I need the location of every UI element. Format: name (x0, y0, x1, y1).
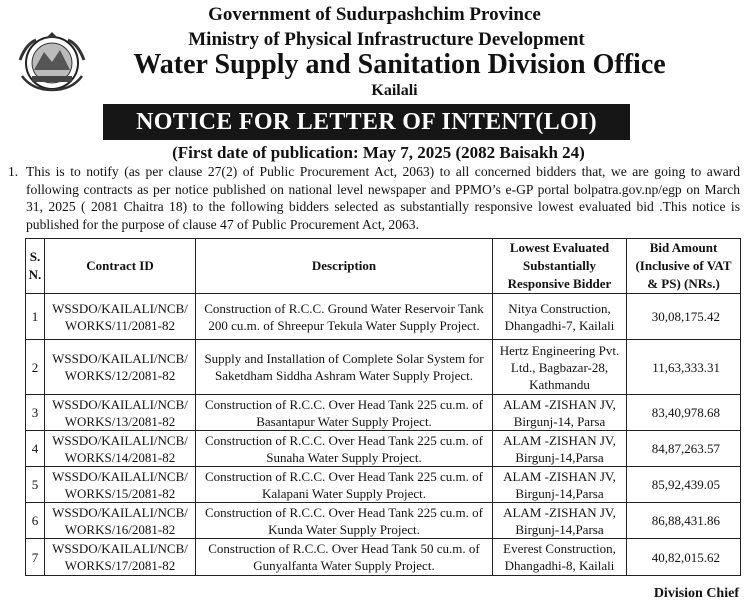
table-row (26, 539, 741, 576)
row-amount: 40,82,015.62 (627, 539, 741, 576)
government-heading: Government of Sudurpashchim Province (208, 4, 541, 25)
row-amount: 84,87,263.57 (627, 431, 741, 467)
row-bidder: ALAM -ZISHAN JV, Birgunj-14, Parsa (493, 395, 627, 431)
row-amount: 30,08,175.42 (627, 294, 741, 340)
row-description: Construction of R.C.C. Over Head Tank 225 cu.m. of Kalapani Water Supply Project. (196, 467, 493, 503)
publication-date: (First date of publication: May 7, 2025 (2082 Baisakh 24) (172, 143, 585, 162)
district-heading: Kailali (371, 82, 418, 99)
row-description: Supply and Installation of Complete Solar System for Saketdham Siddha Ashram Water Supply Project. (196, 340, 493, 395)
row-bidder: ALAM -ZISHAN JV, Birgunj-14,Parsa (493, 503, 627, 539)
row-description: Construction of R.C.C. Over Head Tank 225 cu.m. of Basantapur Water Supply Project. (196, 395, 493, 431)
header-contract-id: Contract ID (45, 239, 196, 294)
row-contract-id: WSSDO/KAILALI/NCB/ WORKS/15/2081-82 (45, 467, 196, 503)
row-contract-id: WSSDO/KAILALI/NCB/ WORKS/16/2081-82 (45, 503, 196, 539)
signature-division-chief: Division Chief (653, 586, 739, 601)
table-row (26, 431, 741, 467)
notice-title-banner: NOTICE FOR LETTER OF INTENT(LOI) (103, 104, 630, 140)
row-amount: 85,92,439.05 (627, 467, 741, 503)
row-bidder: ALAM -ZISHAN JV, Birgunj-14,Parsa (493, 467, 627, 503)
header-bidder: Lowest Evaluated Substantially Responsive Bidder (493, 239, 627, 294)
row-sn: 2 (26, 340, 45, 395)
table-row (26, 294, 741, 340)
row-bidder: ALAM -ZISHAN JV, Birgunj-14,Parsa (493, 431, 627, 467)
header-sn: S. N. (26, 239, 45, 294)
table-row (26, 467, 741, 503)
row-description: Construction of R.C.C. Over Head Tank 50 cu.m. of Gunyalfanta Water Supply Project. (196, 539, 493, 576)
row-sn: 7 (26, 539, 45, 576)
row-amount: 86,88,431.86 (627, 503, 741, 539)
row-sn: 1 (26, 294, 45, 340)
office-heading: Water Supply and Sanitation Division Office (133, 49, 666, 80)
row-amount: 83,40,978.68 (627, 395, 741, 431)
row-bidder: Everest Construction, Dhangadhi-8, Kailali (493, 539, 627, 576)
row-contract-id: WSSDO/KAILALI/NCB/ WORKS/12/2081-82 (45, 340, 196, 395)
row-sn: 6 (26, 503, 45, 539)
row-contract-id: WSSDO/KAILALI/NCB/ WORKS/17/2081-82 (45, 539, 196, 576)
table-row (26, 395, 741, 431)
row-bidder: Hertz Engineering Pvt. Ltd., Bagbazar-28, Kathmandu (493, 340, 627, 395)
row-amount: 11,63,333.31 (627, 340, 741, 395)
table-row (26, 340, 741, 395)
row-contract-id: WSSDO/KAILALI/NCB/ WORKS/11/2081-82 (45, 294, 196, 340)
row-contract-id: WSSDO/KAILALI/NCB/ WORKS/14/2081-82 (45, 431, 196, 467)
header-bid-amount: Bid Amount (Inclusive of VAT & PS) (NRs.) (627, 239, 741, 294)
table-header-row (26, 239, 741, 294)
ministry-heading: Ministry of Physical Infrastructure Development (188, 29, 585, 50)
header-description: Description (196, 239, 493, 294)
row-sn: 3 (26, 395, 45, 431)
row-sn: 5 (26, 467, 45, 503)
row-contract-id: WSSDO/KAILALI/NCB/ WORKS/13/2081-82 (45, 395, 196, 431)
row-description: Construction of R.C.C. Ground Water Reservoir Tank 200 cu.m. of Shreepur Tekula Water Supply Project. (196, 294, 493, 340)
notice-paragraph (8, 163, 740, 233)
paragraph-text: This is to notify (as per clause 27(2) of Public Procurement Act, 2063) to all concerned bidders that, we are going to award following contracts as per notice published on national level newspaper and PPMO’s e-GP portal bolpatra.gov.np/egp on March 31, 2025 ( 2081 Chaitra 18) to the following bidders selected as substantially responsive lowest evaluated bid .This notice is published for the purpose of clause 47 of Public Procurement Act, 2063. (26, 164, 740, 232)
table-row (26, 503, 741, 539)
row-sn: 4 (26, 431, 45, 467)
paragraph-number: 1. (8, 164, 19, 179)
row-description: Construction of R.C.C. Over Head Tank 225 cu.m. of Kunda Water Supply Project. (196, 503, 493, 539)
row-bidder: Nitya Construction, Dhangadhi-7, Kailali (493, 294, 627, 340)
row-description: Construction of R.C.C. Over Head Tank 225 cu.m. of Sunaha Water Supply Project. (196, 431, 493, 467)
bidders-table (25, 238, 741, 576)
